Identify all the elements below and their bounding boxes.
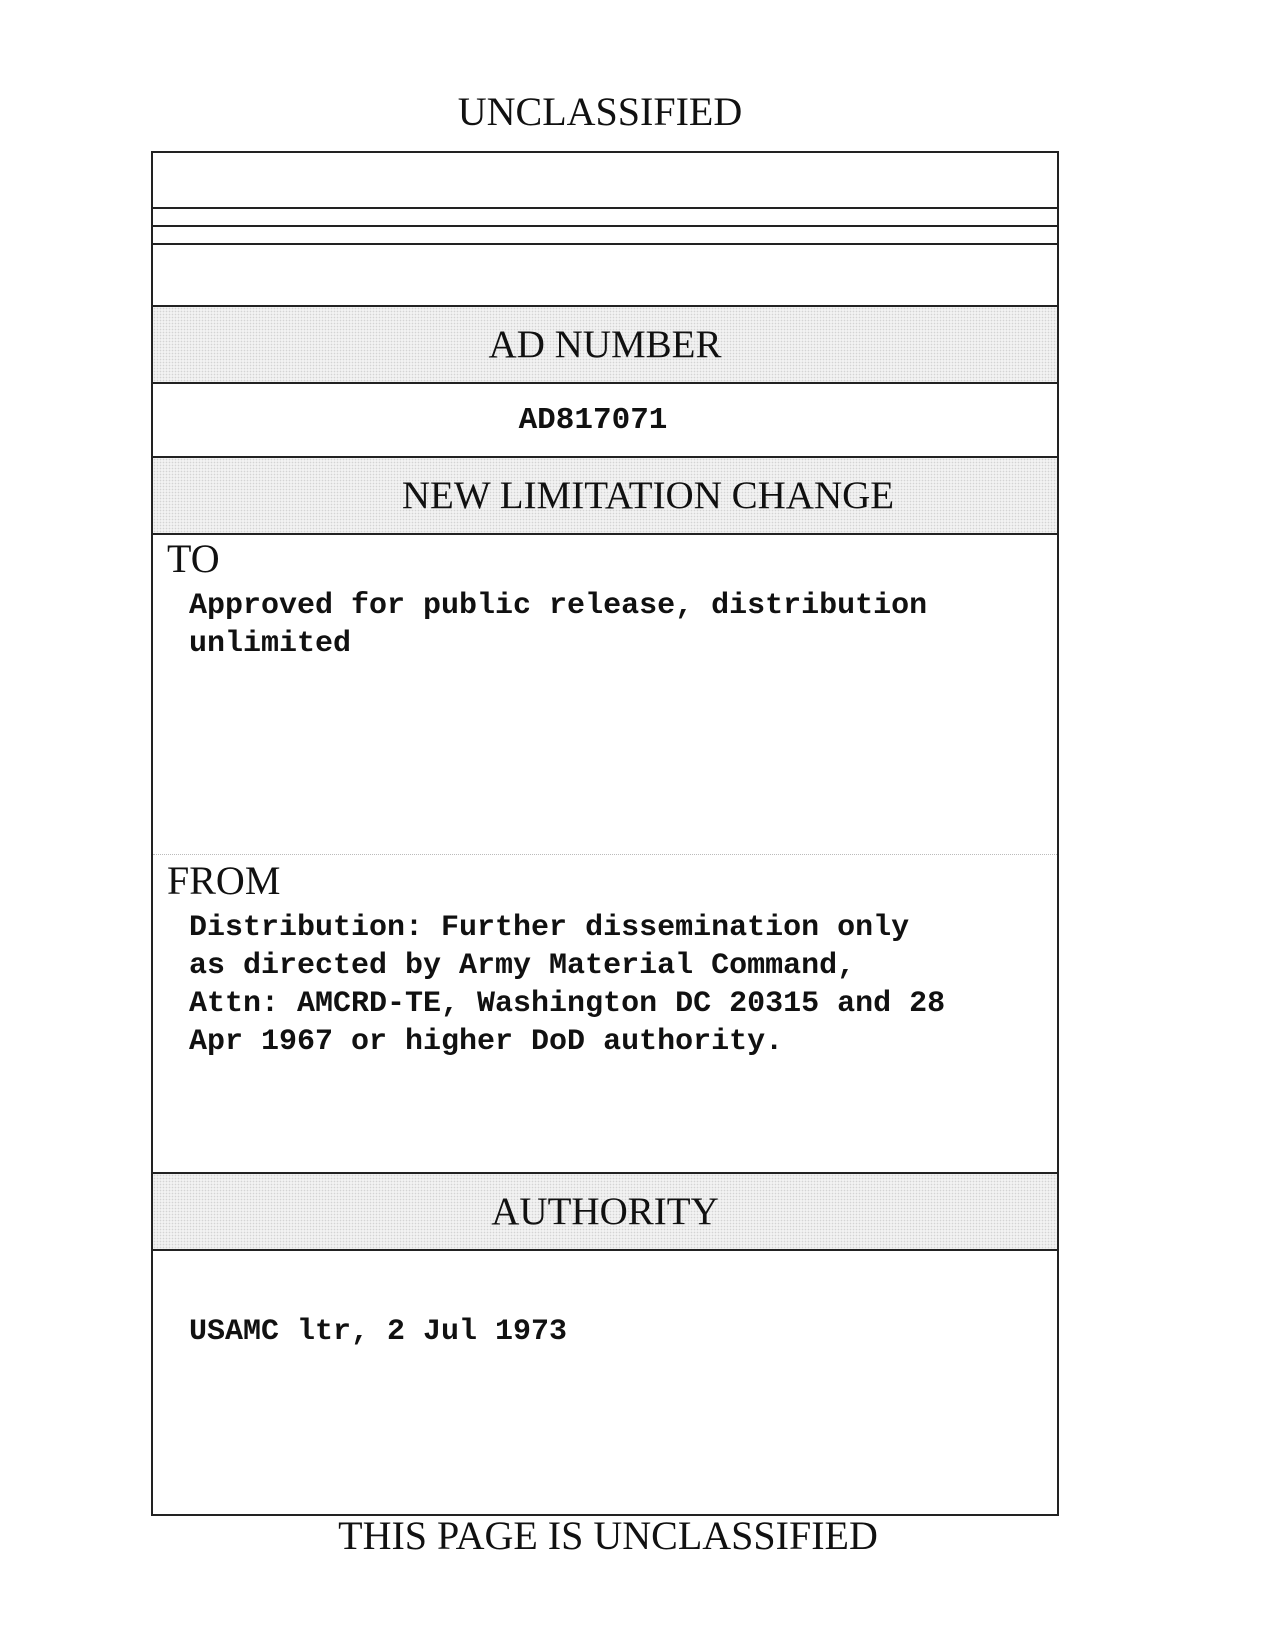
section-divider [153,854,1057,855]
divider [153,533,1057,535]
from-text: Distribution: Further dissemination only as directed by Army Material Command, Attn: AMCRD-TE, Washington DC 20315 and 28 Apr 1967 or higher DoD authority. [189,911,946,1059]
to-text: Approved for public release, distribution unlimited [189,589,928,661]
authority-header [153,1174,1057,1249]
top-classification: UNCLASSIFIED [457,89,743,134]
to-label: TO [167,536,220,581]
authority-label: AUTHORITY [491,1190,719,1233]
change-label: NEW LIMITATION CHANGE [401,474,895,517]
change-header [153,458,1057,533]
divider [153,225,1057,227]
authority-text: USAMC ltr, 2 Jul 1973 [189,1315,568,1349]
bottom-classification: THIS PAGE IS UNCLASSIFIED [338,1513,878,1558]
ad-number-value: AD817071 [518,402,668,438]
limitation-change-form [151,151,1059,1516]
ad-number-label: AD NUMBER [488,323,722,366]
divider [153,243,1057,245]
divider [153,1249,1057,1251]
ad-number-header [153,307,1057,382]
from-label: FROM [167,858,281,903]
divider [153,207,1057,209]
